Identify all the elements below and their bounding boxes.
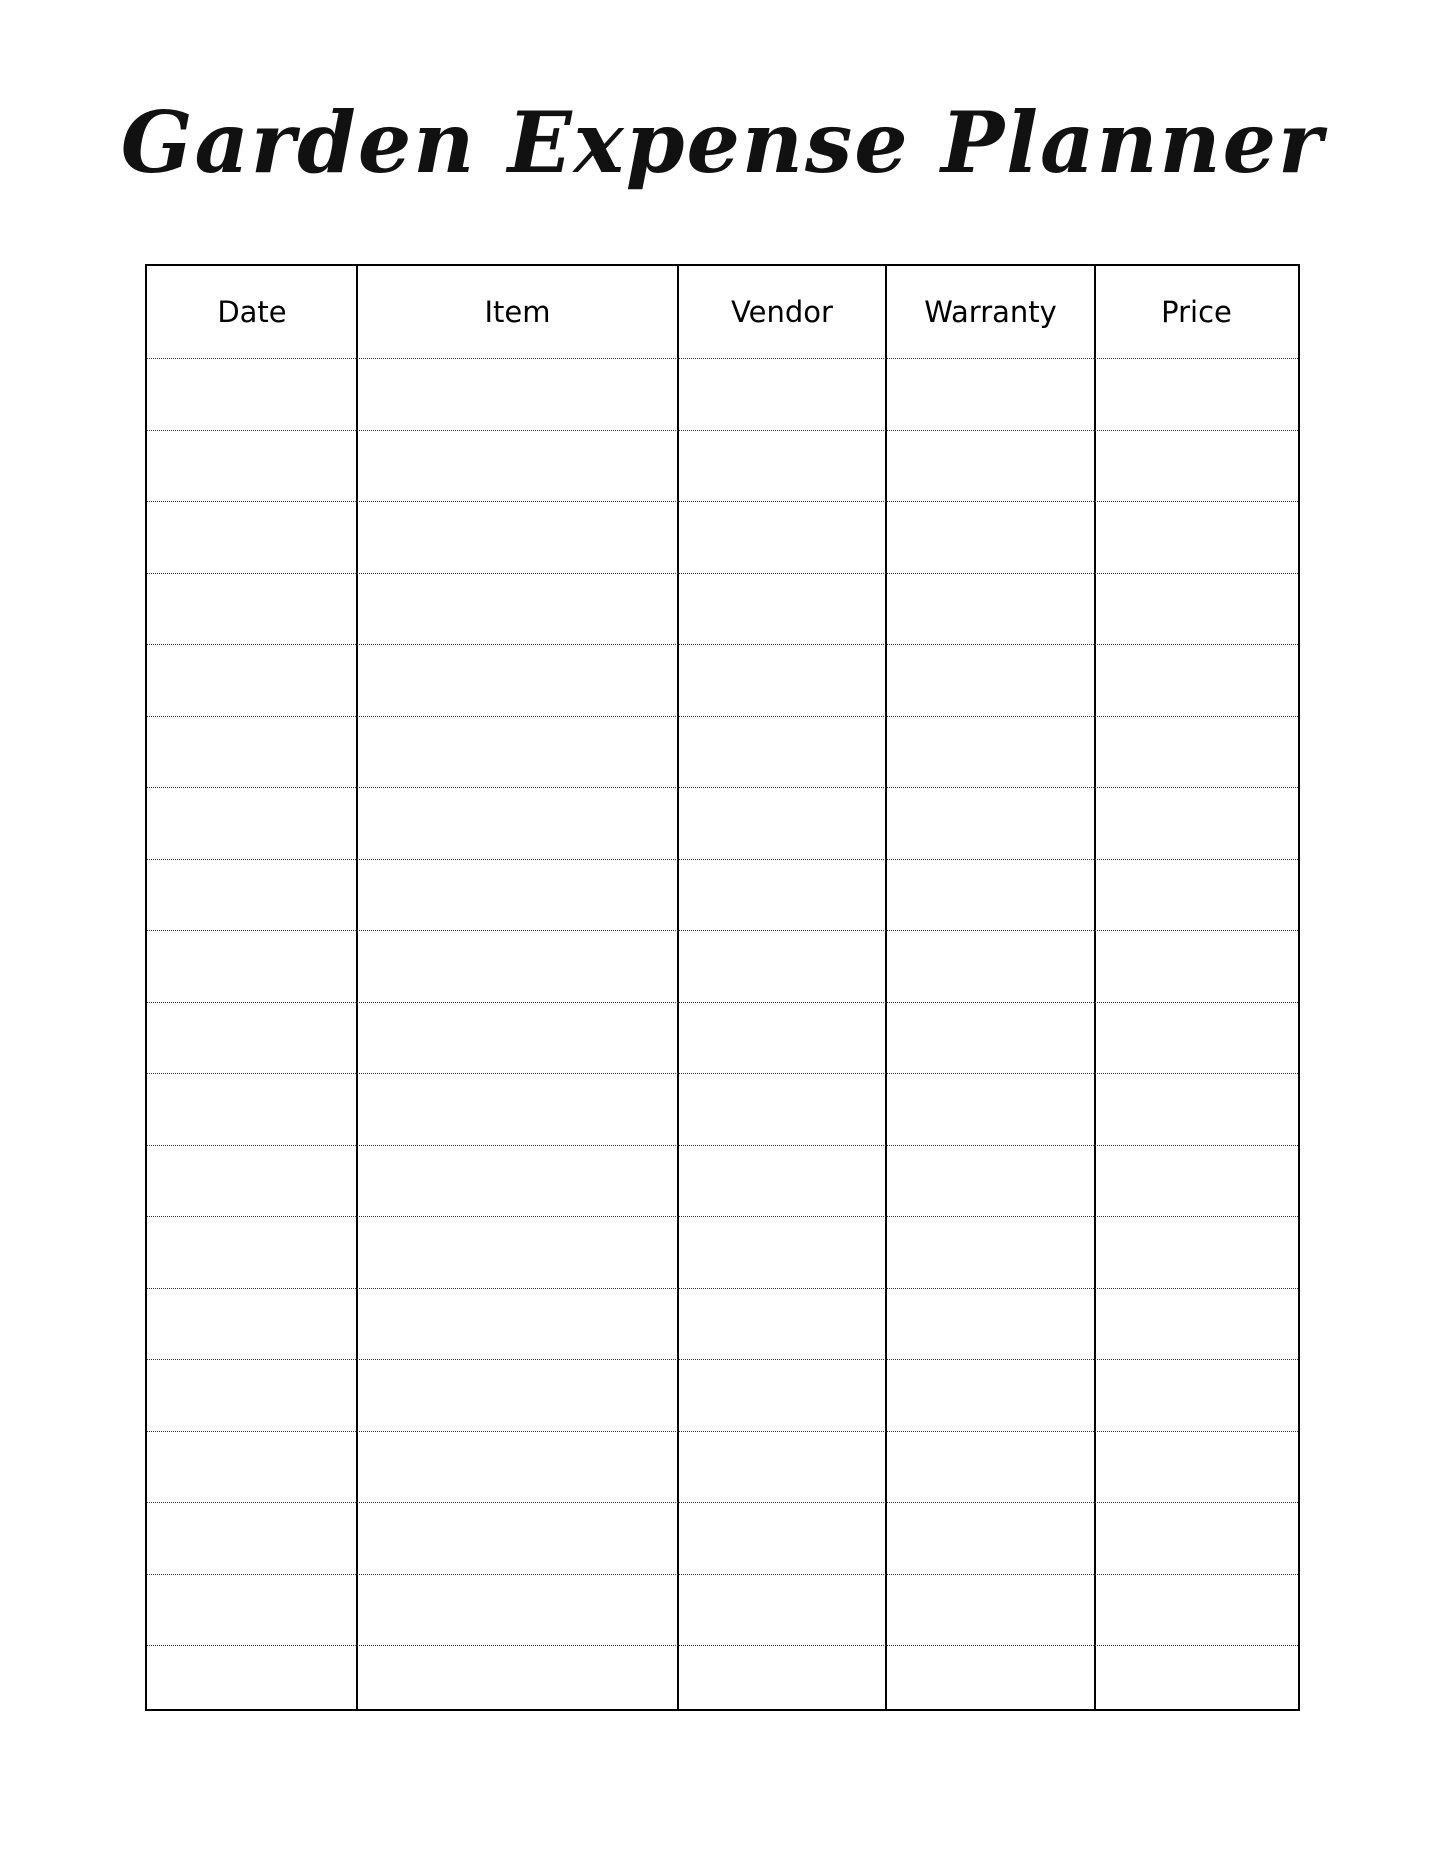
entry-cell-date[interactable]: [147, 718, 357, 787]
entry-cell-date[interactable]: [147, 503, 357, 572]
entry-cell-vendor[interactable]: [678, 718, 886, 787]
entry-cell-item[interactable]: [357, 1647, 678, 1716]
entry-cell-warranty[interactable]: [886, 1504, 1095, 1573]
entry-cell-vendor[interactable]: [678, 1647, 886, 1716]
entry-cell-vendor[interactable]: [678, 503, 886, 572]
entry-cell-vendor[interactable]: [678, 932, 886, 1001]
entry-cell-date[interactable]: [147, 432, 357, 501]
row-divider: [147, 501, 1298, 502]
entry-cell-warranty[interactable]: [886, 1576, 1095, 1645]
entry-cell-warranty[interactable]: [886, 1075, 1095, 1144]
entry-cell-warranty[interactable]: [886, 861, 1095, 930]
row-divider: [147, 930, 1298, 931]
page-title: Garden Expense Planner: [120, 93, 1325, 192]
entry-cell-price[interactable]: [1095, 1433, 1298, 1502]
row-divider: [147, 1288, 1298, 1289]
entry-cell-item[interactable]: [357, 1290, 678, 1359]
entry-cell-warranty[interactable]: [886, 932, 1095, 1001]
entry-cell-item[interactable]: [357, 432, 678, 501]
entry-cell-vendor[interactable]: [678, 360, 886, 429]
entry-cell-date[interactable]: [147, 575, 357, 644]
column-header-warranty: Warranty: [924, 295, 1057, 329]
entry-cell-item[interactable]: [357, 1147, 678, 1216]
row-divider: [147, 1645, 1298, 1646]
entry-cell-price[interactable]: [1095, 1504, 1298, 1573]
entry-cell-date[interactable]: [147, 1433, 357, 1502]
entry-cell-item[interactable]: [357, 1361, 678, 1430]
entry-cell-vendor[interactable]: [678, 1218, 886, 1287]
row-divider: [147, 1145, 1298, 1146]
entry-cell-item[interactable]: [357, 360, 678, 429]
expense-table: [145, 264, 1300, 1711]
entry-cell-date[interactable]: [147, 1290, 357, 1359]
entry-cell-warranty[interactable]: [886, 1004, 1095, 1073]
entry-cell-warranty[interactable]: [886, 1647, 1095, 1716]
row-divider: [147, 1359, 1298, 1360]
row-divider: [147, 430, 1298, 431]
row-divider: [147, 1574, 1298, 1575]
entry-cell-warranty[interactable]: [886, 432, 1095, 501]
row-divider: [147, 1431, 1298, 1432]
row-divider: [147, 787, 1298, 788]
column-header-date: Date: [217, 295, 287, 329]
entry-cell-warranty[interactable]: [886, 1290, 1095, 1359]
entry-cell-price[interactable]: [1095, 1647, 1298, 1716]
entry-cell-vendor[interactable]: [678, 1576, 886, 1645]
entry-cell-price[interactable]: [1095, 575, 1298, 644]
entry-cell-date[interactable]: [147, 1218, 357, 1287]
entry-cell-price[interactable]: [1095, 432, 1298, 501]
entry-cell-date[interactable]: [147, 1361, 357, 1430]
entry-cell-date[interactable]: [147, 646, 357, 715]
entry-cell-date[interactable]: [147, 360, 357, 429]
entry-cell-vendor[interactable]: [678, 789, 886, 858]
entry-cell-price[interactable]: [1095, 789, 1298, 858]
entry-cell-price[interactable]: [1095, 1075, 1298, 1144]
entry-cell-vendor[interactable]: [678, 1504, 886, 1573]
entry-cell-price[interactable]: [1095, 646, 1298, 715]
row-divider: [147, 716, 1298, 717]
entry-cell-item[interactable]: [357, 1218, 678, 1287]
entry-cell-price[interactable]: [1095, 1147, 1298, 1216]
entry-cell-warranty[interactable]: [886, 1433, 1095, 1502]
entry-cell-price[interactable]: [1095, 1576, 1298, 1645]
entry-cell-item[interactable]: [357, 789, 678, 858]
entry-cell-warranty[interactable]: [886, 1218, 1095, 1287]
column-header-price: Price: [1161, 295, 1232, 329]
entry-cell-item[interactable]: [357, 503, 678, 572]
entry-cell-item[interactable]: [357, 1433, 678, 1502]
entry-cell-vendor[interactable]: [678, 1361, 886, 1430]
entry-cell-price[interactable]: [1095, 503, 1298, 572]
entry-cell-vendor[interactable]: [678, 1290, 886, 1359]
row-divider: [147, 573, 1298, 574]
entry-cell-date[interactable]: [147, 1004, 357, 1073]
entry-cell-vendor[interactable]: [678, 575, 886, 644]
entry-cell-date[interactable]: [147, 861, 357, 930]
entry-cell-item[interactable]: [357, 861, 678, 930]
column-header-item: Item: [484, 295, 551, 329]
entry-cell-item[interactable]: [357, 1004, 678, 1073]
entry-cell-item[interactable]: [357, 718, 678, 787]
entry-cell-date[interactable]: [147, 1147, 357, 1216]
entry-cell-vendor[interactable]: [678, 1004, 886, 1073]
entry-cell-vendor[interactable]: [678, 1147, 886, 1216]
entry-cell-date[interactable]: [147, 1504, 357, 1573]
entry-cell-item[interactable]: [357, 1576, 678, 1645]
entry-cell-price[interactable]: [1095, 1361, 1298, 1430]
entry-cell-price[interactable]: [1095, 1290, 1298, 1359]
entry-cell-date[interactable]: [147, 789, 357, 858]
entry-cell-vendor[interactable]: [678, 861, 886, 930]
entry-cell-item[interactable]: [357, 1075, 678, 1144]
entry-cell-date[interactable]: [147, 1075, 357, 1144]
entry-cell-warranty[interactable]: [886, 718, 1095, 787]
entry-cell-warranty[interactable]: [886, 789, 1095, 858]
column-header-vendor: Vendor: [731, 295, 833, 329]
entry-cell-item[interactable]: [357, 575, 678, 644]
entry-cell-vendor[interactable]: [678, 1075, 886, 1144]
row-divider: [147, 1073, 1298, 1074]
entry-cell-vendor[interactable]: [678, 646, 886, 715]
row-divider: [147, 1002, 1298, 1003]
entry-cell-item[interactable]: [357, 646, 678, 715]
entry-cell-item[interactable]: [357, 1504, 678, 1573]
entry-cell-price[interactable]: [1095, 1218, 1298, 1287]
row-divider: [147, 358, 1298, 359]
entry-cell-price[interactable]: [1095, 1004, 1298, 1073]
entry-cell-price[interactable]: [1095, 718, 1298, 787]
entry-cell-vendor[interactable]: [678, 1433, 886, 1502]
row-divider: [147, 1502, 1298, 1503]
entry-cell-date[interactable]: [147, 1647, 357, 1716]
entry-cell-price[interactable]: [1095, 932, 1298, 1001]
row-divider: [147, 644, 1298, 645]
entry-cell-price[interactable]: [1095, 861, 1298, 930]
entry-cell-vendor[interactable]: [678, 432, 886, 501]
entry-cell-warranty[interactable]: [886, 646, 1095, 715]
entry-cell-date[interactable]: [147, 1576, 357, 1645]
entry-cell-warranty[interactable]: [886, 1361, 1095, 1430]
entry-cell-warranty[interactable]: [886, 360, 1095, 429]
entry-cell-date[interactable]: [147, 932, 357, 1001]
row-divider: [147, 859, 1298, 860]
entry-cell-warranty[interactable]: [886, 503, 1095, 572]
entry-cell-item[interactable]: [357, 932, 678, 1001]
row-divider: [147, 1216, 1298, 1217]
entry-cell-price[interactable]: [1095, 360, 1298, 429]
entry-cell-warranty[interactable]: [886, 575, 1095, 644]
entry-cell-warranty[interactable]: [886, 1147, 1095, 1216]
